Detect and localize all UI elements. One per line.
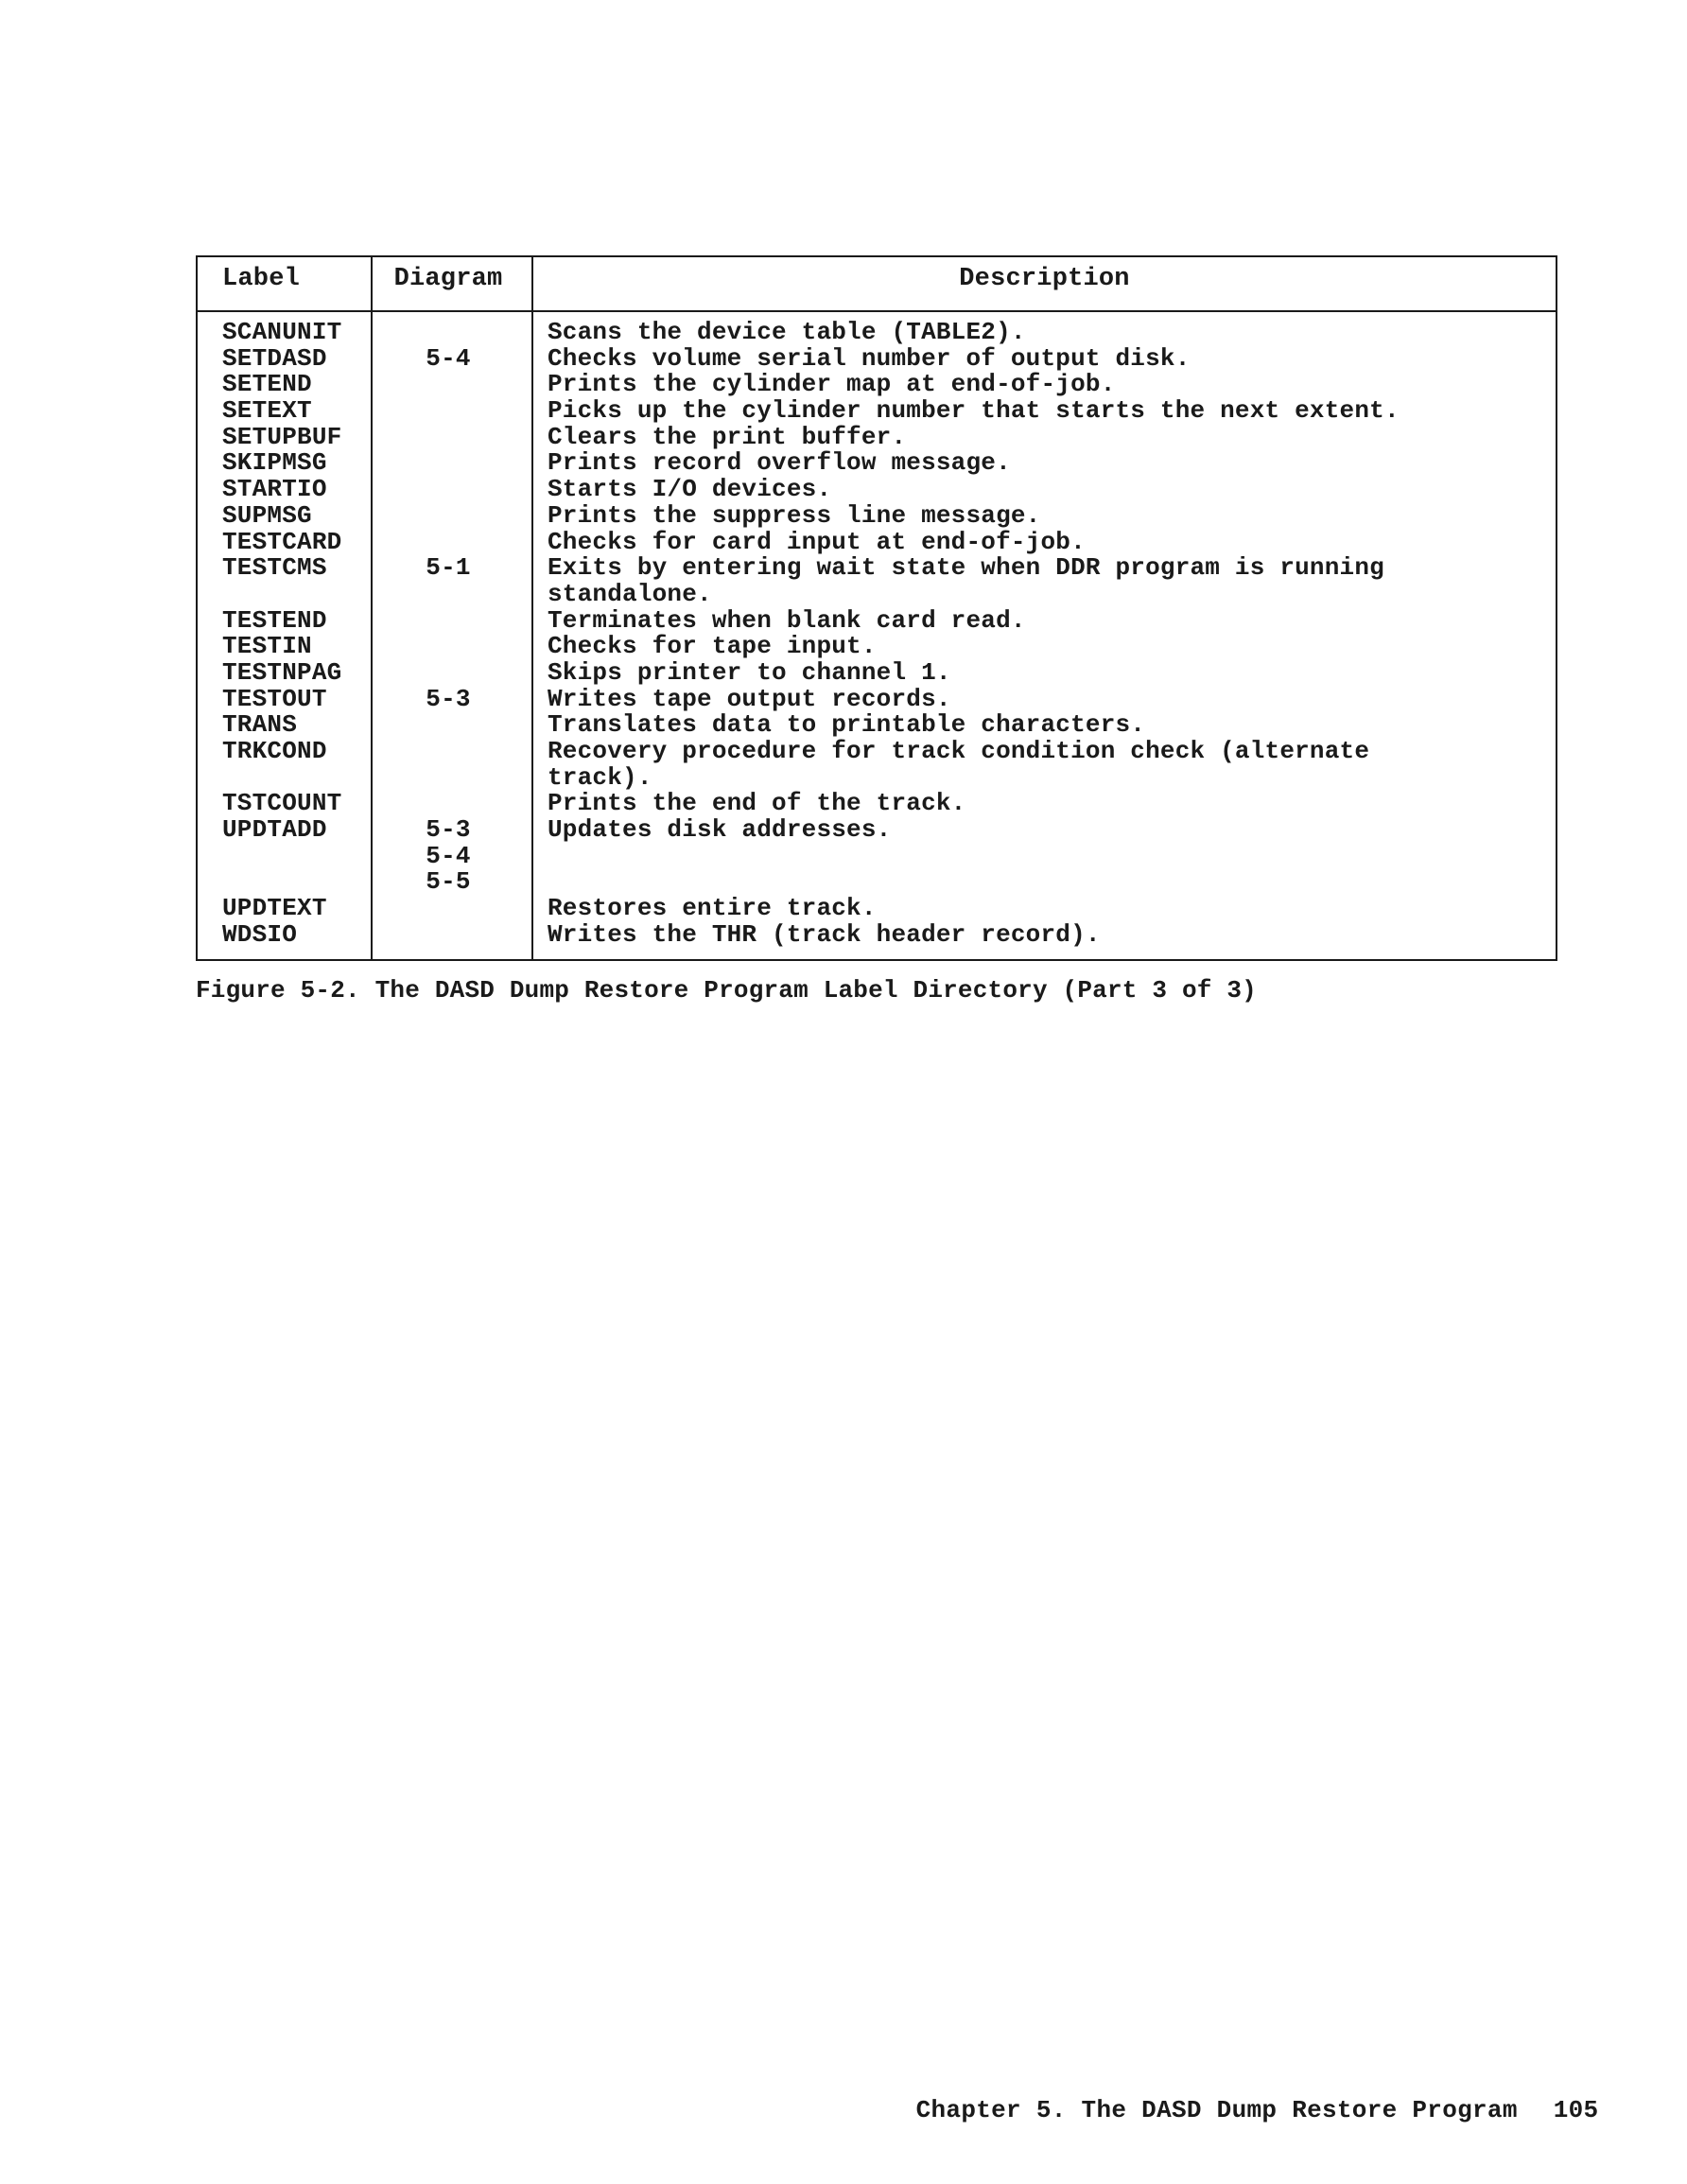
row-description: track).	[548, 762, 652, 792]
row-description: Checks for card input at end-of-job.	[548, 527, 1086, 556]
row-description: Translates data to printable characters.	[548, 710, 1146, 740]
row-description: Prints the cylinder map at end-of-job.	[548, 370, 1116, 399]
row-description: Writes tape output records.	[548, 684, 951, 713]
row-label: SETEXT	[222, 396, 312, 426]
row-label: UPDTADD	[222, 815, 327, 845]
row-diagram: 5-1	[426, 553, 471, 583]
row-description: Prints record overflow message.	[548, 448, 1011, 478]
row-description: Picks up the cylinder number that starts the next extent.	[548, 396, 1400, 426]
row-diagram: 5-5	[426, 867, 471, 897]
row-label: TESTCMS	[222, 553, 327, 583]
row-description: Terminates when blank card read.	[548, 605, 1026, 635]
row-label: TRKCOND	[222, 737, 327, 766]
table-row	[198, 634, 1556, 660]
row-description: Scans the device table (TABLE2).	[548, 318, 1026, 346]
table-row	[198, 422, 1556, 451]
row-description: Exits by entering wait state when DDR program is running	[548, 553, 1384, 583]
row-label: TESTNPAG	[222, 657, 342, 687]
row-description: Clears the print buffer.	[548, 422, 907, 451]
table-row	[198, 896, 1556, 922]
page-number: 105	[1553, 2096, 1599, 2124]
table-header	[198, 257, 1556, 312]
table-row	[198, 477, 1556, 503]
table-row	[198, 555, 1556, 607]
row-description: Restores entire track.	[548, 894, 877, 923]
table-row	[198, 791, 1556, 817]
table-row	[198, 500, 1556, 530]
row-label: SUPMSG	[222, 500, 312, 530]
row-description: Checks for tape input.	[548, 632, 877, 661]
table-row	[198, 398, 1556, 425]
row-description: Starts I/O devices.	[548, 475, 832, 504]
figure-caption: Figure 5-2. The DASD Dump Restore Program Label Directory (Part 3 of 3)	[196, 976, 1257, 1005]
table-row	[198, 712, 1556, 739]
table-row	[198, 320, 1556, 346]
row-label: SETEND	[222, 370, 312, 399]
row-label: TRANS	[222, 710, 298, 740]
row-label: TESTIN	[222, 632, 312, 661]
page-footer	[856, 2068, 1598, 2153]
row-diagram: 5-3	[426, 684, 471, 713]
row-label: STARTIO	[222, 475, 327, 504]
table-body	[198, 320, 1556, 949]
header-diagram: Diagram	[393, 265, 503, 293]
table-row	[198, 343, 1556, 373]
row-label: SETUPBUF	[222, 422, 342, 451]
row-label: SKIPMSG	[222, 448, 327, 478]
header-description: Description	[959, 265, 1130, 293]
label-directory-table	[196, 255, 1557, 961]
row-description: Prints the end of the track.	[548, 789, 966, 818]
table-row	[198, 817, 1556, 896]
row-label: SCANUNIT	[222, 318, 342, 346]
row-label: UPDTEXT	[222, 894, 327, 923]
row-label: TESTEND	[222, 605, 327, 635]
table-row	[198, 739, 1556, 791]
row-description: Skips printer to channel 1.	[548, 657, 951, 687]
footer-chapter: Chapter 5. The DASD Dump Restore Program	[915, 2096, 1518, 2124]
row-description: Prints the suppress line message.	[548, 500, 1041, 530]
table-row	[198, 919, 1556, 949]
table-row	[198, 605, 1556, 635]
table-row	[198, 527, 1556, 556]
table-row	[198, 450, 1556, 477]
table-row	[198, 372, 1556, 398]
header-label: Label	[222, 265, 301, 293]
row-description: Updates disk addresses.	[548, 815, 892, 845]
row-label: TESTOUT	[222, 684, 327, 713]
table-row	[198, 657, 1556, 687]
row-description: standalone.	[548, 579, 712, 608]
row-diagram: 5-4	[426, 841, 471, 870]
row-description: Recovery procedure for track condition check (alternate	[548, 737, 1370, 766]
row-diagram: 5-4	[426, 343, 471, 373]
row-label: TSTCOUNT	[222, 789, 342, 818]
row-label: WDSIO	[222, 919, 298, 949]
row-description: Checks volume serial number of output disk.	[548, 343, 1191, 373]
row-description: Writes the THR (track header record).	[548, 919, 1101, 949]
row-diagram: 5-3	[426, 815, 471, 845]
row-label: SETDASD	[222, 343, 327, 373]
table-row	[198, 684, 1556, 713]
row-label: TESTCARD	[222, 527, 342, 556]
